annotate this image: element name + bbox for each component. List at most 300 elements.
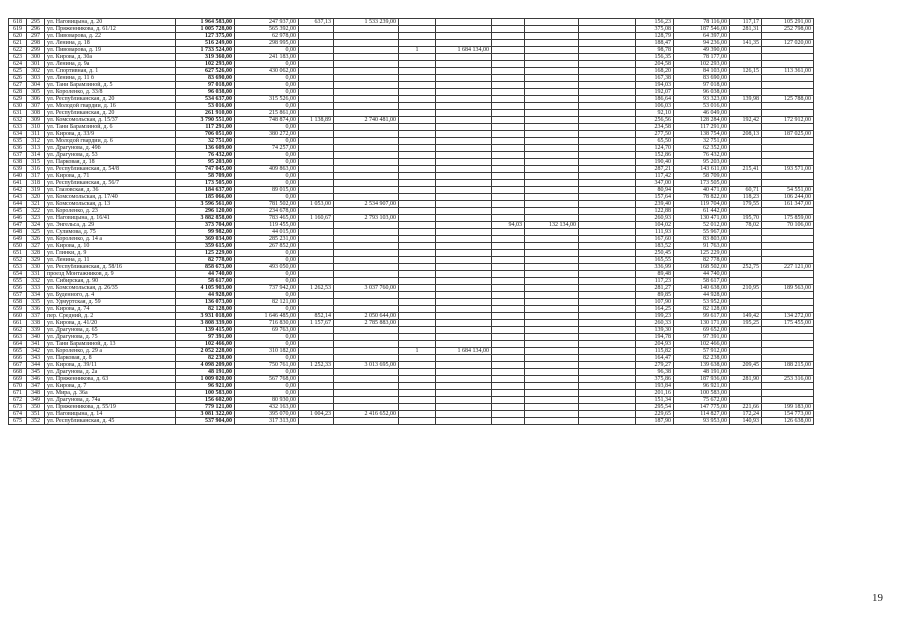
cell-c5 (525, 243, 579, 250)
cell-address: ул. Комсомольская, д. 15/37 (45, 117, 176, 124)
cell-obj-no: 335 (27, 299, 45, 306)
cell-address: ул. Тани Барамзиной, д. 6 (45, 124, 176, 131)
cell-c8b: 161 347,00 (762, 201, 814, 208)
cell-c1: 285 231,00 (235, 236, 299, 243)
cell-c1: 0,00 (235, 271, 299, 278)
cell-row-no: 632 (9, 117, 27, 124)
cell-c4a (436, 299, 492, 306)
cell-c5 (525, 320, 579, 327)
cell-total: 369 034,00 (176, 236, 235, 243)
cell-c5 (525, 236, 579, 243)
cell-obj-no: 351 (27, 411, 45, 418)
cell-obj-no: 313 (27, 145, 45, 152)
cell-c6 (579, 19, 636, 26)
cell-c7a: 201,16 (636, 390, 674, 397)
cell-c4b (492, 26, 525, 33)
cell-c5: 132 134,00 (525, 222, 579, 229)
cell-c8b: 252 798,00 (762, 26, 814, 33)
cell-c2a (299, 152, 334, 159)
cell-c4b (492, 124, 525, 131)
cell-c6 (579, 390, 636, 397)
cell-c7b: 83 803,00 (674, 236, 730, 243)
cell-c1: 0,00 (235, 82, 299, 89)
cell-row-no: 658 (9, 299, 27, 306)
cell-address: проезд Монтажников, д. 9 (45, 271, 176, 278)
cell-c6 (579, 355, 636, 362)
cell-c4a (436, 159, 492, 166)
cell-c5 (525, 110, 579, 117)
cell-address: ул. Кирова, д. 71 (45, 173, 176, 180)
cell-c7b: 58 709,00 (674, 173, 730, 180)
cell-c3 (399, 418, 436, 425)
cell-c7b: 55 967,00 (674, 229, 730, 236)
cell-c8b (762, 89, 814, 96)
cell-address: ул. Сибирская, д. 90 (45, 278, 176, 285)
cell-c2b (334, 341, 399, 348)
cell-c7a: 89,85 (636, 292, 674, 299)
cell-c5 (525, 376, 579, 383)
cell-c2b (334, 103, 399, 110)
cell-c4b (492, 369, 525, 376)
cell-c1: 44 015,00 (235, 229, 299, 236)
cell-row-no: 667 (9, 362, 27, 369)
cell-c2b (334, 96, 399, 103)
cell-c4b (492, 292, 525, 299)
cell-obj-no: 301 (27, 61, 45, 68)
cell-c3 (399, 362, 436, 369)
cell-row-no: 671 (9, 390, 27, 397)
cell-obj-no: 302 (27, 68, 45, 75)
cell-row-no: 621 (9, 40, 27, 47)
cell-c7a: 92,10 (636, 110, 674, 117)
cell-c2b (334, 75, 399, 82)
cell-c7a: 111,93 (636, 229, 674, 236)
cell-c2a (299, 187, 334, 194)
cell-c8a (730, 75, 762, 82)
cell-total: 4 105 903,00 (176, 285, 235, 292)
cell-c4b (492, 33, 525, 40)
cell-c6 (579, 180, 636, 187)
cell-row-no: 624 (9, 61, 27, 68)
cell-c4a (436, 397, 492, 404)
table-row (9, 243, 814, 250)
cell-obj-no: 311 (27, 131, 45, 138)
cell-c4a (436, 82, 492, 89)
cell-row-no: 634 (9, 131, 27, 138)
cell-c5 (525, 341, 579, 348)
cell-c5 (525, 306, 579, 313)
cell-c4b (492, 341, 525, 348)
cell-c2a (299, 348, 334, 355)
cell-c4b (492, 152, 525, 159)
cell-row-no: 657 (9, 292, 27, 299)
cell-c1: 0,00 (235, 61, 299, 68)
cell-c6 (579, 47, 636, 54)
cell-address: ул. Короленко, д. 29 а (45, 348, 176, 355)
cell-address: ул. Энгельса, д. 29 (45, 222, 176, 229)
cell-row-no: 639 (9, 166, 27, 173)
table-row (9, 215, 814, 222)
cell-row-no: 665 (9, 348, 27, 355)
cell-c3 (399, 159, 436, 166)
cell-c4b (492, 243, 525, 250)
cell-c1: 69 763,00 (235, 327, 299, 334)
cell-row-no: 642 (9, 187, 27, 194)
cell-c6 (579, 418, 636, 425)
cell-c2b (334, 159, 399, 166)
table-row (9, 236, 814, 243)
cell-c4a (436, 180, 492, 187)
cell-c3 (399, 369, 436, 376)
cell-c1: 310 182,00 (235, 348, 299, 355)
cell-c5 (525, 19, 579, 26)
cell-row-no: 654 (9, 271, 27, 278)
cell-c8a (730, 306, 762, 313)
cell-c3 (399, 180, 436, 187)
cell-c4b (492, 334, 525, 341)
cell-c6 (579, 271, 636, 278)
cell-c2a (299, 264, 334, 271)
cell-c4b (492, 362, 525, 369)
cell-c6 (579, 215, 636, 222)
cell-row-no: 631 (9, 110, 27, 117)
cell-c2a (299, 369, 334, 376)
cell-c1: 119 455,00 (235, 222, 299, 229)
cell-c2a (299, 278, 334, 285)
cell-c3 (399, 327, 436, 334)
cell-c7a: 107,90 (636, 299, 674, 306)
cell-c8a (730, 33, 762, 40)
cell-row-no: 670 (9, 383, 27, 390)
cell-c8a (730, 292, 762, 299)
cell-c4a (436, 103, 492, 110)
cell-total: 1 733 524,00 (176, 47, 235, 54)
cell-c7a: 375,08 (636, 26, 674, 33)
cell-c3 (399, 152, 436, 159)
cell-c8a (730, 89, 762, 96)
cell-c1: 432 163,00 (235, 404, 299, 411)
cell-total: 3 081 322,00 (176, 411, 235, 418)
table-row (9, 278, 814, 285)
cell-c8b: 193 571,00 (762, 166, 814, 173)
cell-c8a: 221,66 (730, 404, 762, 411)
cell-total: 537 904,00 (176, 418, 235, 425)
cell-c3 (399, 306, 436, 313)
cell-c5 (525, 194, 579, 201)
cell-c2a (299, 243, 334, 250)
cell-c8a (730, 124, 762, 131)
cell-c2a (299, 306, 334, 313)
cell-c8b (762, 327, 814, 334)
cell-c8b (762, 348, 814, 355)
cell-c5 (525, 208, 579, 215)
cell-total: 779 121,00 (176, 404, 235, 411)
cell-c8a (730, 159, 762, 166)
cell-c4b (492, 285, 525, 292)
cell-c8b: 227 121,00 (762, 264, 814, 271)
cell-c7b: 62 352,00 (674, 145, 730, 152)
cell-total: 858 673,00 (176, 264, 235, 271)
cell-c8b: 134 272,00 (762, 313, 814, 320)
cell-total: 1 009 020,00 (176, 376, 235, 383)
cell-obj-no: 310 (27, 124, 45, 131)
cell-c8b (762, 75, 814, 82)
cell-c1: 567 768,00 (235, 376, 299, 383)
cell-c3 (399, 313, 436, 320)
cell-c8b: 253 316,00 (762, 376, 814, 383)
cell-address: ул. Драгунова, д. 65 (45, 327, 176, 334)
cell-c3 (399, 173, 436, 180)
cell-c7b: 61 442,00 (674, 208, 730, 215)
cell-c7b: 78 116,00 (674, 19, 730, 26)
cell-c5 (525, 215, 579, 222)
cell-c7a: 164,47 (636, 355, 674, 362)
cell-c7a: 165,55 (636, 257, 674, 264)
table-row (9, 54, 814, 61)
cell-row-no: 669 (9, 376, 27, 383)
cell-c7b: 84 103,00 (674, 68, 730, 75)
cell-c8b: 54 551,00 (762, 187, 814, 194)
cell-address: ул. Драгунова, д. 75 (45, 334, 176, 341)
cell-row-no: 627 (9, 82, 27, 89)
cell-c6 (579, 131, 636, 138)
cell-c8a: 172,24 (730, 411, 762, 418)
cell-c2b: 2 740 481,00 (334, 117, 399, 124)
cell-total: 82 128,00 (176, 306, 235, 313)
cell-c5 (525, 271, 579, 278)
cell-obj-no: 298 (27, 40, 45, 47)
cell-c8a: 208,13 (730, 131, 762, 138)
cell-c8a (730, 103, 762, 110)
cell-c8a: 192,42 (730, 117, 762, 124)
cell-obj-no: 305 (27, 89, 45, 96)
cell-total: 125 229,00 (176, 250, 235, 257)
table-row (9, 96, 814, 103)
cell-c3 (399, 54, 436, 61)
cell-c8a (730, 250, 762, 257)
cell-c7a: 229,65 (636, 411, 674, 418)
cell-address: ул. Кирова, д. 30а (45, 54, 176, 61)
cell-c7a: 128,79 (636, 33, 674, 40)
cell-c8a (730, 138, 762, 145)
cell-c4b (492, 299, 525, 306)
cell-c1: 0,00 (235, 390, 299, 397)
cell-c4a (436, 138, 492, 145)
cell-c2b (334, 138, 399, 145)
cell-c5 (525, 117, 579, 124)
cell-c7a: 187,90 (636, 418, 674, 425)
cell-c4b (492, 250, 525, 257)
table-row (9, 138, 814, 145)
cell-c8b: 106 244,00 (762, 194, 814, 201)
cell-c7b: 78 822,00 (674, 194, 730, 201)
cell-c2a (299, 68, 334, 75)
cell-c8a (730, 180, 762, 187)
cell-obj-no: 332 (27, 278, 45, 285)
cell-c1: 430 062,00 (235, 68, 299, 75)
cell-c2a: 1 157,67 (299, 320, 334, 327)
cell-c4a (436, 341, 492, 348)
cell-c6 (579, 110, 636, 117)
cell-c7b: 139 638,00 (674, 362, 730, 369)
table-row (9, 222, 814, 229)
cell-c2a: 1 138,89 (299, 117, 334, 124)
cell-address: ул. Драгунова, д. 2а (45, 369, 176, 376)
cell-c7b: 187 936,00 (674, 376, 730, 383)
cell-c2a: 1 262,53 (299, 285, 334, 292)
cell-c4a (436, 145, 492, 152)
cell-obj-no: 317 (27, 173, 45, 180)
cell-c8b (762, 159, 814, 166)
cell-obj-no: 326 (27, 236, 45, 243)
table-row (9, 341, 814, 348)
cell-c1: 716 830,00 (235, 320, 299, 327)
cell-c7b: 82 128,00 (674, 306, 730, 313)
cell-c2b (334, 82, 399, 89)
cell-c4b (492, 187, 525, 194)
cell-obj-no: 308 (27, 110, 45, 117)
cell-c8a: 195,70 (730, 215, 762, 222)
cell-c8a: 139,98 (730, 96, 762, 103)
cell-c8b (762, 61, 814, 68)
cell-c8a: 252,75 (730, 264, 762, 271)
cell-c7a: 260,93 (636, 215, 674, 222)
cell-c7b: 102 466,00 (674, 341, 730, 348)
cell-row-no: 625 (9, 68, 27, 75)
cell-obj-no: 341 (27, 341, 45, 348)
cell-c4a (436, 117, 492, 124)
cell-c8b: 189 563,00 (762, 285, 814, 292)
cell-c8a (730, 334, 762, 341)
cell-obj-no: 347 (27, 383, 45, 390)
cell-total: 53 016,00 (176, 103, 235, 110)
cell-c4a (436, 194, 492, 201)
cell-c7a: 115,82 (636, 348, 674, 355)
cell-c7a: 260,33 (636, 320, 674, 327)
cell-c2b (334, 257, 399, 264)
table-row (9, 271, 814, 278)
cell-c2b (334, 348, 399, 355)
cell-c6 (579, 334, 636, 341)
table-row (9, 89, 814, 96)
cell-obj-no: 304 (27, 82, 45, 89)
cell-c3 (399, 250, 436, 257)
cell-row-no: 644 (9, 201, 27, 208)
cell-c2b (334, 173, 399, 180)
cell-c4a (436, 383, 492, 390)
cell-c8a (730, 327, 762, 334)
cell-address: пер. Средний, д. 2 (45, 313, 176, 320)
table-row (9, 131, 814, 138)
table-row (9, 369, 814, 376)
cell-c2a: 637,13 (299, 19, 334, 26)
cell-address: ул. Парковая, д. 18 (45, 159, 176, 166)
cell-c8a (730, 299, 762, 306)
cell-c3 (399, 138, 436, 145)
cell-obj-no: 307 (27, 103, 45, 110)
cell-c4b (492, 264, 525, 271)
cell-total: 627 526,00 (176, 68, 235, 75)
table-row (9, 383, 814, 390)
cell-c6 (579, 243, 636, 250)
cell-address: ул. Пряженникова, д. 63 (45, 376, 176, 383)
cell-total: 4 098 209,00 (176, 362, 235, 369)
cell-c8a: 118,23 (730, 194, 762, 201)
cell-total: 83 690,00 (176, 75, 235, 82)
cell-address: ул. Республиканская, д. 54/8 (45, 166, 176, 173)
cell-c1: 0,00 (235, 103, 299, 110)
cell-c5 (525, 103, 579, 110)
cell-c4a (436, 257, 492, 264)
cell-address: ул. Республиканская, д. 56/7 (45, 180, 176, 187)
cell-row-no: 649 (9, 236, 27, 243)
cell-c2b (334, 166, 399, 173)
cell-row-no: 619 (9, 26, 27, 33)
cell-c8b (762, 334, 814, 341)
cell-c7b: 46 049,00 (674, 110, 730, 117)
cell-c4b (492, 159, 525, 166)
cell-c8b (762, 397, 814, 404)
cell-c2b (334, 376, 399, 383)
cell-c7a: 239,40 (636, 201, 674, 208)
cell-c1: 315 526,00 (235, 96, 299, 103)
cell-address: ул. Драгунова, д. 74а (45, 397, 176, 404)
cell-c5 (525, 264, 579, 271)
cell-c4b (492, 397, 525, 404)
cell-c7b: 96 038,00 (674, 89, 730, 96)
cell-c4b (492, 257, 525, 264)
cell-c7a: 104,02 (636, 222, 674, 229)
cell-obj-no: 348 (27, 390, 45, 397)
cell-c7b: 64 397,00 (674, 33, 730, 40)
cell-c7b: 143 611,00 (674, 166, 730, 173)
cell-c6 (579, 138, 636, 145)
cell-address: ул. Кирова, д. 10 (45, 243, 176, 250)
cell-total: 1 964 583,00 (176, 19, 235, 26)
cell-c3 (399, 397, 436, 404)
table-row (9, 187, 814, 194)
cell-c6 (579, 341, 636, 348)
cell-total: 102 293,00 (176, 61, 235, 68)
cell-c8a: 126,15 (730, 68, 762, 75)
cell-c1: 737 942,00 (235, 285, 299, 292)
cell-c8b: 175 859,00 (762, 215, 814, 222)
cell-obj-no: 329 (27, 257, 45, 264)
cell-c8a (730, 369, 762, 376)
cell-c1: 241 183,00 (235, 54, 299, 61)
table-row (9, 334, 814, 341)
cell-c2a (299, 82, 334, 89)
cell-c4b (492, 75, 525, 82)
cell-c2b (334, 236, 399, 243)
cell-c4a (436, 124, 492, 131)
table-row (9, 40, 814, 47)
cell-c8b: 172 912,00 (762, 117, 814, 124)
cell-c4a (436, 19, 492, 26)
cell-c2a (299, 166, 334, 173)
cell-c1: 0,00 (235, 292, 299, 299)
cell-c7b: 52 012,00 (674, 222, 730, 229)
cell-c4b (492, 173, 525, 180)
cell-total: 44 740,00 (176, 271, 235, 278)
cell-c1: 0,00 (235, 152, 299, 159)
cell-c7a: 277,50 (636, 131, 674, 138)
cell-c7a: 199,23 (636, 313, 674, 320)
cell-c7b: 187 546,00 (674, 26, 730, 33)
cell-c1: 62 978,00 (235, 33, 299, 40)
cell-c1: 0,00 (235, 159, 299, 166)
cell-c3: 1 (399, 47, 436, 54)
